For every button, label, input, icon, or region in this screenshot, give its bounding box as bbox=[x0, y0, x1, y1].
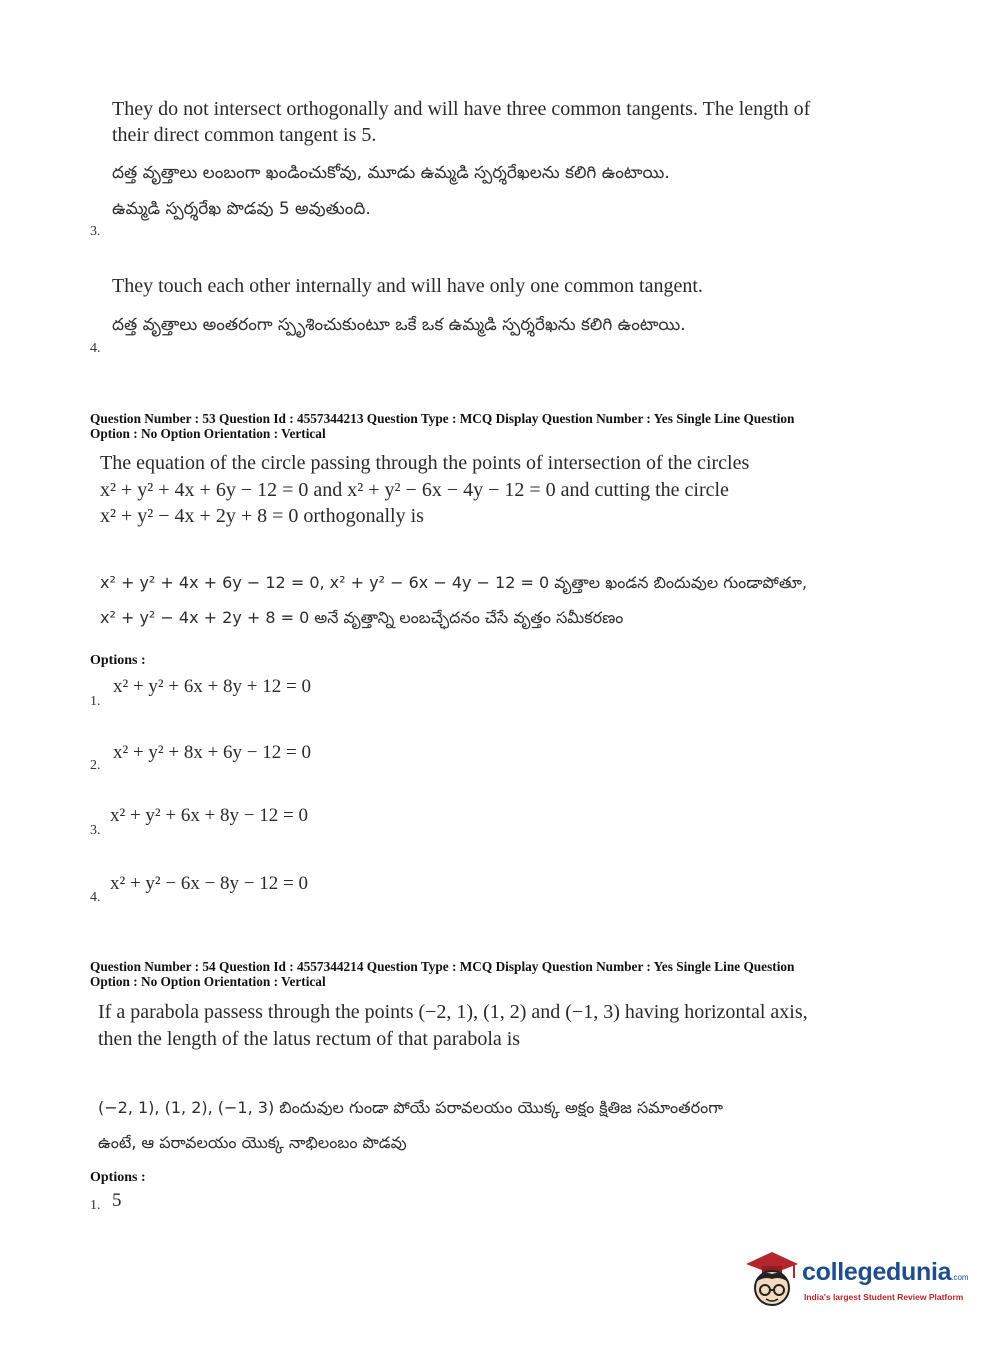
collegedunia-logo bbox=[742, 1248, 967, 1312]
q54-option-1-text[interactable]: 5 bbox=[112, 1190, 122, 1211]
q53-option-1-number: 1. bbox=[90, 694, 101, 709]
q54-meta-line1: Question Number : 54 Question Id : 4557344214 Question Type : MCQ Display Question Number : Yes Single Line Question bbox=[90, 959, 795, 974]
q53-english-line2: x² + y² + 4x + 6y − 12 = 0 and x² + y² − 6x − 4y − 12 = 0 and cutting the circle bbox=[100, 479, 729, 501]
q54-english-line1: If a parabola passess through the points (−2, 1), (1, 2) and (−1, 3) having horizontal axis, bbox=[98, 1001, 808, 1023]
q53-meta-line2: Option : No Option Orientation : Vertical bbox=[90, 426, 326, 441]
logo-brand-text: collegedunia bbox=[802, 1258, 952, 1286]
q54-telugu-line1: (−2, 1), (1, 2), (−1, 3) బిందువుల గుండా పోయే పరావలయం యొక్క అక్షం క్షితిజ సమాంతరంగా bbox=[98, 1098, 723, 1117]
q54-telugu-line2: ఉంటే, ఆ పరావలయం యొక్క నాభిలంబం పొడవు bbox=[98, 1133, 407, 1152]
q53-option-2-text[interactable]: x² + y² + 8x + 6y − 12 = 0 bbox=[113, 742, 311, 763]
mascot-icon bbox=[742, 1248, 802, 1310]
prev-option-3-telugu-line2: ఉమ్మడి స్పర్శరేఖ పొడవు 5 అవుతుంది. bbox=[112, 199, 371, 219]
q54-meta-line2: Option : No Option Orientation : Vertical bbox=[90, 974, 326, 989]
q53-english-line1: The equation of the circle passing through the points of intersection of the circles bbox=[100, 452, 750, 474]
prev-option-3-english: They do not intersect orthogonally and will have three common tangents. The length of their direct common tangent is 5. bbox=[112, 98, 811, 146]
prev-option-4-telugu-line1: దత్త వృత్తాలు అంతరంగా స్పృశించుకుంటూ ఒకే ఒక ఉమ్మడి స్పర్శరేఖను కలిగి ఉంటాయి. bbox=[112, 315, 686, 335]
q53-telugu-line1: x² + y² + 4x + 6y − 12 = 0, x² + y² − 6x − 4y − 12 = 0 వృత్తాల ఖండన బిందువుల గుండాపోతూ, bbox=[100, 573, 808, 592]
q53-option-4-number: 4. bbox=[90, 890, 101, 905]
q53-option-3-number: 3. bbox=[90, 823, 101, 838]
prev-option-4-english: They touch each other internally and will have only one common tangent. bbox=[112, 275, 703, 297]
q53-option-1-text[interactable]: x² + y² + 6x + 8y + 12 = 0 bbox=[113, 676, 311, 697]
prev-option-3-number: 3. bbox=[90, 224, 101, 239]
q53-option-4-text[interactable]: x² + y² − 6x − 8y − 12 = 0 bbox=[110, 873, 308, 894]
q54-options-heading: Options : bbox=[90, 1170, 146, 1185]
q53-english-line3: x² + y² − 4x + 2y + 8 = 0 orthogonally is bbox=[100, 505, 424, 527]
q53-meta-line1: Question Number : 53 Question Id : 4557344213 Question Type : MCQ Display Question Number : Yes Single Line Question bbox=[90, 411, 795, 426]
logo-suffix-text: .com bbox=[951, 1273, 969, 1282]
prev-option-3-telugu-line1: దత్త వృత్తాలు లంబంగా ఖండించుకోవు, మూడు ఉమ్మడి స్పర్శరేఖలను కలిగి ఉంటాయి. bbox=[112, 163, 670, 183]
prev-option-4-number: 4. bbox=[90, 341, 101, 356]
q53-option-3-text[interactable]: x² + y² + 6x + 8y − 12 = 0 bbox=[110, 805, 308, 826]
q53-option-2-number: 2. bbox=[90, 758, 101, 773]
q53-telugu-line2: x² + y² − 4x + 2y + 8 = 0 అనే వృత్తాన్ని లంబచ్ఛేదనం చేసే వృత్తం సమీకరణం bbox=[100, 608, 624, 627]
logo-tagline: India's largest Student Review Platform bbox=[804, 1292, 964, 1302]
q54-english-line2: then the length of the latus rectum of that parabola is bbox=[98, 1028, 521, 1050]
q53-options-heading: Options : bbox=[90, 653, 146, 668]
q54-option-1-number: 1. bbox=[90, 1198, 101, 1213]
